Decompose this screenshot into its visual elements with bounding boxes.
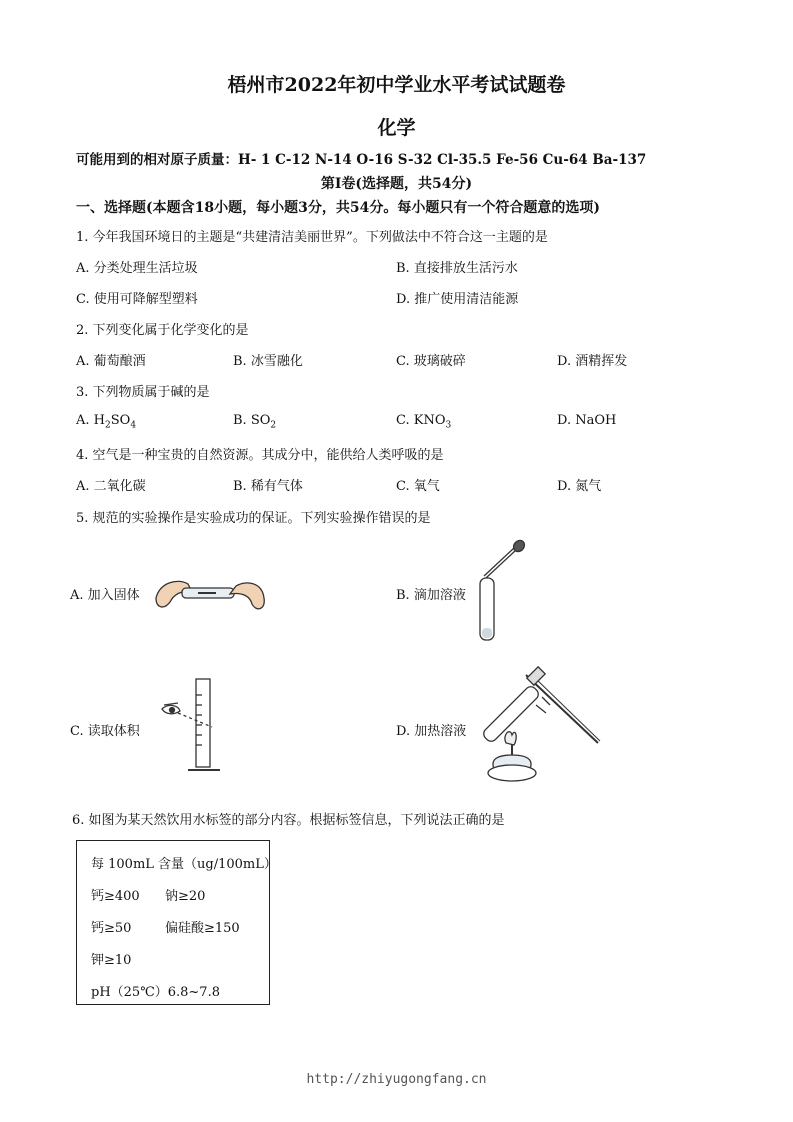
page-title: 梧州市2022年初中学业水平考试试题卷 <box>227 74 566 96</box>
q5-option-c: C. 读取体积 <box>70 724 140 739</box>
q3-a-sub2: 4 <box>130 420 137 431</box>
figure-read-volume <box>150 675 240 777</box>
q3-a-sub1: 2 <box>105 420 111 431</box>
water-label-box <box>76 840 277 1005</box>
q1-option-c: C. 使用可降解型塑料 <box>76 292 198 307</box>
q3-option-a <box>76 413 136 431</box>
q1-option-d: D. 推广使用清洁能源 <box>396 292 519 307</box>
subject-title: 化学 <box>377 117 416 139</box>
q3-b-prefix: B. SO <box>233 413 271 428</box>
q5-option-b: B. 滴加溶液 <box>396 588 466 603</box>
q4-option-b: B. 稀有气体 <box>233 479 303 494</box>
q4-option-c: C. 氧气 <box>396 479 440 494</box>
q2-option-a: A. 葡萄酿酒 <box>76 354 146 369</box>
figure-heat-liquid <box>476 665 606 790</box>
q2-option-b: B. 冰雪融化 <box>233 354 303 369</box>
q5-stem: 5. 规范的实验操作是实验成功的保证。下列实验操作错误的是 <box>76 511 431 526</box>
figure-drop-liquid <box>470 538 530 646</box>
q4-option-d: D. 氮气 <box>557 479 602 494</box>
q3-b-sub: 2 <box>270 420 277 431</box>
label-sodium: 钠≥20 <box>165 889 206 904</box>
q1-option-b: B. 直接排放生活污水 <box>396 261 518 276</box>
q1-stem: 1. 今年我国环境日的主题是“共建清洁美丽世界”。下列做法中不符合这一主题的是 <box>76 230 548 245</box>
q3-a-mid: SO <box>110 413 131 428</box>
q3-option-d: D. NaOH <box>557 413 617 428</box>
footer-url[interactable]: http://zhiyugongfang.cn <box>306 1072 487 1087</box>
figure-add-solid <box>152 568 270 620</box>
label-potassium: 钾≥10 <box>91 953 132 968</box>
section-heading: 一、选择题(本题含18小题，每小题3分，共54分。每小题只有一个符合题意的选项) <box>76 200 600 216</box>
q1-option-a: A. 分类处理生活垃圾 <box>76 261 198 276</box>
q2-stem: 2. 下列变化属于化学变化的是 <box>76 323 249 338</box>
q4-stem: 4. 空气是一种宝贵的自然资源。其成分中，能供给人类呼吸的是 <box>76 448 444 463</box>
label-calcium-2: 钙≥50 <box>91 921 132 936</box>
q2-option-d: D. 酒精挥发 <box>557 354 628 369</box>
label-calcium: 钙≥400 <box>91 889 140 904</box>
q3-c-prefix: C. KNO <box>396 413 446 428</box>
label-metasilicic-acid: 偏硅酸≥150 <box>165 921 240 936</box>
q3-c-sub: 3 <box>445 420 452 431</box>
q5-option-a: A. 加入固体 <box>70 588 140 603</box>
atomic-masses: 可能用到的相对原子质量：H- 1 C-12 N-14 O-16 S-32 Cl-35.5 Fe-56 Cu-64 Ba-137 <box>76 152 647 168</box>
q6-stem: 6. 如图为某天然饮用水标签的部分内容。根据标签信息，下列说法正确的是 <box>72 813 505 828</box>
volume-title: 第Ⅰ卷(选择题，共54分) <box>320 176 473 192</box>
q4-option-a: A. 二氧化碳 <box>76 479 146 494</box>
q5-option-d: D. 加热溶液 <box>396 724 467 739</box>
q3-stem: 3. 下列物质属于碱的是 <box>76 385 210 400</box>
q3-option-c <box>396 413 451 431</box>
q3-option-b <box>233 413 276 431</box>
q3-a-prefix: A. H <box>76 413 105 428</box>
label-line-header: 每 100mL 含量（ug/100mL） <box>91 857 277 872</box>
label-ph: pH（25℃）6.8~7.8 <box>91 985 220 1000</box>
q2-option-c: C. 玻璃破碎 <box>396 354 466 369</box>
